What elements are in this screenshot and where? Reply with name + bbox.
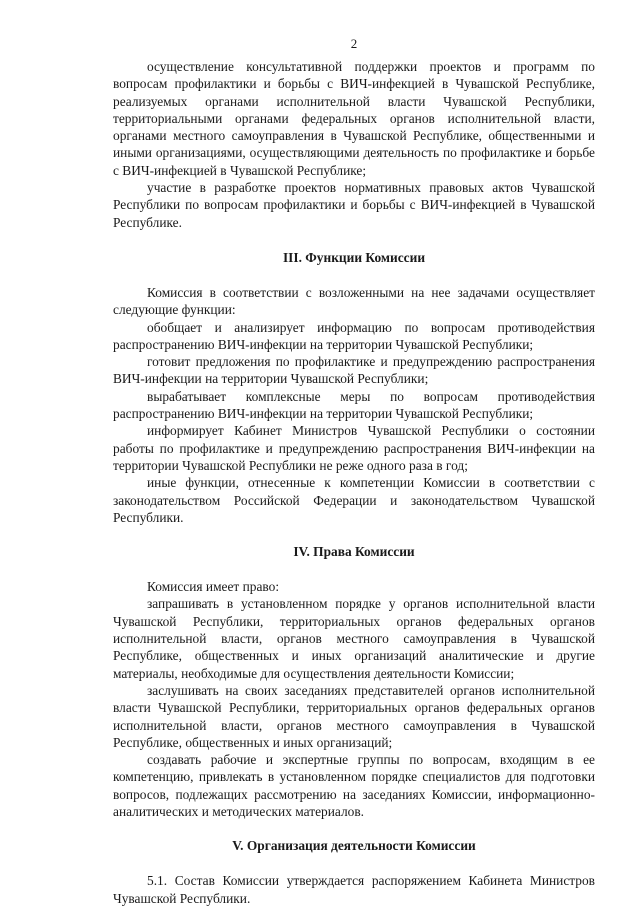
- paragraph-function-measures: вырабатывает комплексные меры по вопросам противодействия распространению ВИЧ-инфекции на территории Чувашской Республики;: [113, 388, 595, 422]
- paragraph-consulting-support: осуществление консультативной поддержки проектов и программ по вопросам профилактики и борьбы с ВИЧ-инфекцией в Чувашской Республике, реализуемых органами исполнительной власти Чувашской Республики, территориальными органами федеральных органов исполнительной власти, органами местного самоуправления в Чувашской Республике, общественными и иными организациями, осуществляющими деятельность по профилактике и борьбе с ВИЧ-инфекцией в Чувашской Республике;: [113, 59, 595, 178]
- paragraph-function-proposals: готовит предложения по профилактике и предупреждению распространения ВИЧ-инфекции на территории Чувашской Республики;: [113, 354, 595, 387]
- paragraph-right-request-materials: запрашивать в установленном порядке у органов исполнительной власти Чувашской Республики, территориальных органов федеральных органов исполнительной власти, органов местного самоуправления в Чувашской Республике, общественных и иных организаций аналитические и другие материалы, необходимые для осуществления деятельности Комиссии;: [113, 596, 595, 681]
- paragraph-function-informing: информирует Кабинет Министров Чувашской Республики о состоянии работы по профилактике и предупреждению распространения ВИЧ-инфекции на территории Чувашской Республики не реже одного раза в год;: [113, 423, 595, 473]
- section-title-rights: IV. Права Комиссии: [293, 544, 415, 560]
- paragraph-right-working-groups: создавать рабочие и экспертные группы по вопросам, входящим в ее компетенцию, привлекать в установленном порядке специалистов для подготовки вопросов, подлежащих рассмотрению на заседаниях Комиссии, информационно-аналитических и методических материалов.: [113, 752, 595, 819]
- section-title-organization: V. Организация деятельности Комиссии: [232, 838, 476, 854]
- paragraph-rights-intro: Комиссия имеет право:: [147, 579, 280, 595]
- paragraph-function-analysis: обобщает и анализирует информацию по вопросам противодействия распространению ВИЧ-инфекции на территории Чувашской Республики;: [113, 319, 595, 352]
- paragraph-drafting-participation: участие в разработке проектов нормативных правовых актов Чувашской Республики по вопросам профилактики и борьбы с ВИЧ-инфекцией в Чувашской Республике.: [113, 180, 595, 230]
- paragraph-right-hear-representatives: заслушивать на своих заседаниях представителей органов исполнительной власти Чувашской Республики, территориальных органов федеральных органов исполнительной власти, органов местного самоуправления в Чувашской Республике, общественных и иных организаций;: [113, 682, 595, 750]
- paragraph-function-other: иные функции, отнесенные к компетенции Комиссии в соответствии с законодательством Российской Федерации и законодательством Чувашской Республики.: [113, 475, 595, 525]
- section-title-functions: III. Функции Комиссии: [282, 249, 426, 265]
- document-body: [113, 58, 595, 907]
- paragraph-functions-intro: Комиссия в соответствии с возложенными на нее задачами осуществляет следующие функции:: [113, 284, 595, 318]
- page-number: 2: [350, 36, 358, 51]
- paragraph-composition: 5.1. Состав Комиссии утверждается распоряжением Кабинета Министров Чувашской Республики.: [113, 873, 595, 906]
